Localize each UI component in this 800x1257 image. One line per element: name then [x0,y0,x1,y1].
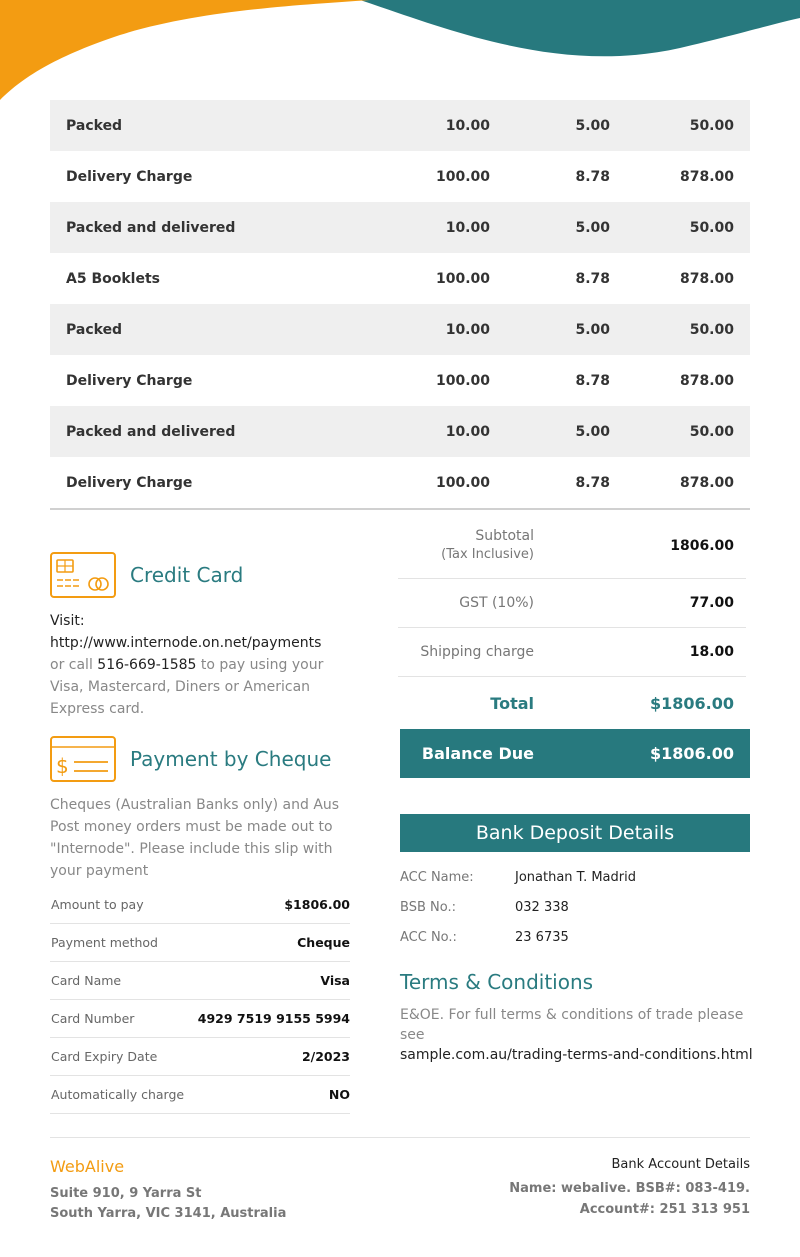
call-suffix: to pay using your Visa, Mastercard, Diners or American Express card. [50,657,324,717]
shipping-value: 18.00 [689,644,734,660]
header-wave [0,0,800,110]
item-description: A5 Booklets [66,270,160,287]
item-qty: 100.00 [435,270,490,287]
cheque-icon [50,736,116,782]
item-qty: 100.00 [435,372,490,389]
payment-detail-value: NO [328,1087,350,1102]
company-address [50,1184,286,1224]
visit-label: Visit: [50,613,85,629]
credit-card-instructions [50,610,360,720]
payment-detail-value: Cheque [297,935,350,950]
address-line-2: South Yarra, VIC 3141, Australia [50,1206,287,1221]
balance-value: $1806.00 [649,744,734,763]
item-price: 5.00 [575,423,610,440]
payment-detail-row [50,1076,350,1114]
bank-detail-value: Jonathan T. Madrid [515,869,636,885]
table-row [50,151,750,202]
bank-deposit-details [400,862,750,952]
payment-detail-label: Amount to pay [51,897,144,912]
item-qty: 10.00 [445,117,490,134]
total-label: Total [490,693,534,713]
subtotal-note: (Tax Inclusive) [441,547,534,562]
terms-title: Terms & Conditions [400,970,594,994]
subtotal-row [398,513,746,579]
payment-detail-value: 4929 7519 9155 5994 [197,1011,350,1026]
shipping-row [398,628,746,677]
gst-label: GST (10%) [459,595,534,611]
table-row [50,253,750,304]
payment-detail-row [50,962,350,1000]
item-total: 50.00 [689,117,734,134]
items-table [50,100,750,510]
payment-detail-label: Payment method [51,935,158,950]
item-qty: 100.00 [435,474,490,491]
payment-detail-label: Automatically charge [51,1087,185,1102]
cheque-section-header [50,736,331,782]
bank-detail-label: ACC Name: [400,869,474,885]
gst-value: 77.00 [689,595,734,611]
item-description: Packed [66,117,123,134]
item-description: Delivery Charge [66,474,193,491]
total-value: $1806.00 [649,693,734,713]
table-row [50,100,750,151]
terms-text [400,1005,760,1065]
payment-detail-label: Card Expiry Date [51,1049,158,1064]
item-total: 50.00 [689,321,734,338]
item-description: Delivery Charge [66,168,193,185]
table-row [50,457,750,508]
footer-divider [50,1137,750,1138]
subtotal-label: Subtotal [475,528,534,544]
svg-text:$: $ [56,754,69,778]
payment-detail-row [50,1000,350,1038]
payment-detail-label: Card Number [51,1011,135,1026]
bank-account-heading: Bank Account Details [611,1157,750,1172]
table-row [50,355,750,406]
shipping-label: Shipping charge [420,644,534,660]
item-total: 878.00 [679,474,734,491]
bank-detail-value: 23 6735 [515,929,569,945]
item-price: 5.00 [575,321,610,338]
item-description: Packed and delivered [66,423,236,440]
payment-detail-value: $1806.00 [284,897,350,912]
table-row [50,304,750,355]
item-total: 878.00 [679,270,734,287]
bank-detail-row [400,892,750,922]
item-qty: 10.00 [445,423,490,440]
gst-row [398,579,746,628]
bank-detail-row [400,922,750,952]
item-qty: 10.00 [445,219,490,236]
balance-due-bar [400,729,750,778]
table-row [50,406,750,457]
subtotal-value: 1806.00 [670,537,734,554]
phone-number: 516-669-1585 [97,657,197,673]
item-description: Delivery Charge [66,372,193,389]
item-qty: 100.00 [435,168,490,185]
terms-link[interactable]: sample.com.au/trading-terms-and-conditions.html [400,1047,753,1063]
terms-body: E&OE. For full terms & conditions of trade please see [400,1007,744,1043]
item-description: Packed and delivered [66,219,236,236]
credit-card-title: Credit Card [130,563,244,587]
call-prefix: or call [50,657,98,673]
item-total: 878.00 [679,372,734,389]
payment-details-table [50,886,350,1114]
bank-account-line-2: Account#: 251 313 951 [579,1202,750,1217]
bank-account-line-1: Name: webalive. BSB#: 083-419. [509,1181,750,1196]
credit-card-icon [50,552,116,598]
bank-detail-value: 032 338 [515,899,569,915]
cheque-instructions: Cheques (Australian Banks only) and Aus Post money orders must be made out to "Internode". Please include this slip with your payment [50,797,340,879]
item-description: Packed [66,321,123,338]
table-row [50,202,750,253]
item-total: 50.00 [689,423,734,440]
payment-detail-row [50,924,350,962]
bank-detail-label: ACC No.: [400,929,457,945]
item-total: 878.00 [679,168,734,185]
bank-detail-row [400,862,750,892]
item-total: 50.00 [689,219,734,236]
address-line-1: Suite 910, 9 Yarra St [50,1186,202,1201]
item-price: 8.78 [575,270,610,287]
item-price: 5.00 [575,117,610,134]
item-price: 5.00 [575,219,610,236]
credit-card-section-header [50,552,243,598]
item-qty: 10.00 [445,321,490,338]
payment-url-link[interactable]: http://www.internode.on.net/payments [50,635,322,651]
total-row [398,677,746,729]
payment-detail-label: Card Name [51,973,122,988]
balance-label: Balance Due [421,744,534,763]
payment-detail-value: Visa [320,973,350,988]
bank-detail-label: BSB No.: [400,899,456,915]
item-price: 8.78 [575,474,610,491]
totals-summary [398,513,750,729]
bank-account-details [509,1157,750,1220]
item-price: 8.78 [575,168,610,185]
company-name: WebAlive [50,1157,125,1176]
payment-detail-row [50,886,350,924]
payment-detail-value: 2/2023 [301,1049,350,1064]
bank-deposit-title: Bank Deposit Details [400,814,750,852]
item-price: 8.78 [575,372,610,389]
cheque-title: Payment by Cheque [130,747,332,771]
payment-detail-row [50,1038,350,1076]
